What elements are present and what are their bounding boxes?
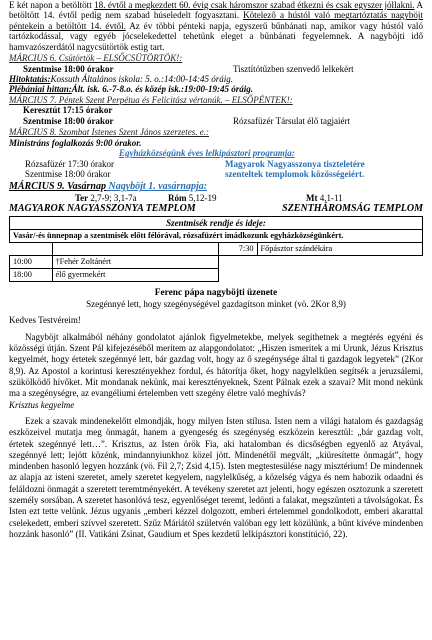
- info-line: [9, 84, 423, 94]
- ministrant-line: Ministráns foglalkozás 9:00 órakor.: [9, 137, 142, 148]
- schedule-time: 10:00: [10, 256, 53, 269]
- mass-schedule-table: [9, 216, 423, 282]
- intro-text-c: Az év többi pénteki napja, egyszerű bűnbánati nap, amikor vagy hústól való tartózkodással, vagy egyéb jócselekedettel tehetünk eleget a bűnbánati fegyelemnek. A nagyböjti idő hamvazószerdától nagycsütörtök estig tart.: [9, 20, 423, 52]
- program-row: [9, 169, 423, 179]
- reading-label: Róm: [168, 192, 187, 203]
- day-heading: MÁRCIUS 8. Szombat Istenes Szent János szerzetes. e.:: [9, 127, 209, 138]
- church-names-row: [9, 203, 423, 214]
- schedule-note: Vasár/-és ünnepnap a szentmisék előtt félórával, rózsafüzért imádkozunk egyházközségünkért.: [10, 230, 423, 243]
- info-label: Plébániai hittan:: [9, 84, 72, 95]
- article-title: Ferenc pápa nagyböjti üzenete: [154, 288, 278, 299]
- article-paragraph: Nagyböjt alkalmából néhány gondolatot ajánlok figyelmetekbe, melyek segíthetnek a megtérés egyéni és közösségi útján. Szent Pál kifejezéséből merítem az alapgondolatot: „Hiszen ismeritek a mi Urunk, Jézus Krisztus kegyelmét, hogy értetek szegénnyé lett, bár gazdag volt, hogy az ő szegénysége által ti gazdagok legyetek” (2Kor 8,9). Az Apostol a korintusi keresztényekhez fordul, és hátorítja őket, hogy nagylelkűen segítsék a jeruzsálemi, szükölködő hívőket. Mit mondanak nekünk, mai keresztényeknek, Szent Pálnak ezek a szavai? Mit mond nekünk ma a szegénységre, az evangéliumi értelemben vett szegény életre való meghívás?: [9, 331, 423, 399]
- table-row: [10, 256, 423, 269]
- program-intention: szenteltek templomok közösségeiért.: [225, 169, 365, 180]
- program-row: [9, 159, 423, 169]
- article-paragraph: Ezek a szavak mindenekelőtt elmondják, hogy milyen Isten stílusa. Isten nem a világi hatalom és gazdagság eszközeivel mutatja meg önmagát, hanem a gyengeség és szegénység eszközein keresztül: „bár gazdag volt, értetek szegénnyé lett…”. Krisztus, az Isten örök Fia, aki hatalomban és dicsőségben egyenlő az Atyával, szegénnyé lett; lejött közénk, mindannyiunkhoz közel jött. Mindenétől megvált, „kiüresítette önmagát”, hogy mindenben hasonló legyen hozzánk (vö. Fil 2,7; Zsid 4,15). Isten megtestesülése nagy misztérium! De mindennek az alapja az isteni szeretet, amely szeretet kegyelem, nagylelkűség, a közelség vágya és nem habozik odaadni és feláldozni önmagát a szeretett teremtményekért. A tevékeny szeretet azt jelenti, hogy egészen osztozunk a szeretett személy sorsában. A szeretet hasonlóvá tesz, egyenlőséget teremt, ledönti a falakat, megszünteti a távolságokat. És Isten ezt tette velünk. Jézus ugyanis „emberi kézzel dolgozott, emberi értelemmel gondolkodott, emberi akarattal cselekedett, emberi szívvel szeretett. Szűz Máriától születvén valóban egy lett közülünk, a bűnt kivéve mindenben hozzánk hasonló” (II. Vatikáni Zsinat, Gaudium et Spes kezdetű lelkipásztori konstitúció, 22).: [9, 415, 423, 539]
- day-saturday: [9, 127, 423, 179]
- info-label: Hitoktatás:: [9, 74, 51, 85]
- day-thursday: [9, 53, 423, 95]
- intro-underlined-a: 18. évtől a megkezdett 60. évig csak háromszor szabad étkezni és csak egyszer jóllakni.: [94, 0, 415, 10]
- mass-row: [9, 116, 423, 126]
- church-right: SZENTHÁROMSÁG TEMPLOM: [282, 203, 423, 215]
- schedule-title: Szentmisék rendje és ideje:: [10, 217, 423, 230]
- table-row: [10, 269, 423, 282]
- mass-intention: Tisztítótűzben szenvedő lelkekért: [233, 63, 354, 74]
- article-subtitle: Szegénnyé lett, hogy szegénységével gazdagítson minket (vö. 2Kor 8,9): [86, 299, 346, 310]
- reading-ref: 2,7-9; 3,1-7a: [88, 192, 137, 203]
- program-time: Szentmise 18:00 órakor: [25, 169, 111, 180]
- pope-message-article: [9, 288, 423, 540]
- program-intention: Magyarok Nagyasszonya tiszteletére: [225, 158, 365, 169]
- event-time: Keresztút 17:15 órakor: [23, 105, 113, 116]
- mass-intention: Rózsafüzér Társulat élő tagjaiért: [233, 115, 351, 126]
- intro-text-b: A betöltött 14. évtől pedig nem szabad húseledelt fogyasztani.: [9, 0, 423, 21]
- program-title: Egyházközségünk éves lelkipásztori programja:: [119, 148, 295, 159]
- schedule-time: 7:30: [218, 243, 257, 256]
- reading-label: Ter: [75, 192, 89, 203]
- reading-ref: 4,1-11: [317, 192, 343, 203]
- church-left: MAGYAROK NAGYASSZONYA TEMPLOM: [9, 203, 196, 215]
- mass-time: Szentmise 18:00 órakor: [23, 63, 114, 74]
- schedule-intention: Főpásztor szándékára: [257, 243, 423, 256]
- info-line: [9, 74, 423, 84]
- mass-row: [9, 105, 423, 115]
- table-row: [10, 243, 423, 256]
- readings-row: [9, 193, 423, 203]
- info-text: Ált. isk. 6.-7-8.o. és közép isk.:19:00-19:45 óráig.: [71, 84, 254, 95]
- bulletin-page: [9, 0, 423, 540]
- day-sunday: [9, 181, 423, 214]
- fasting-rules-paragraph: [9, 0, 423, 52]
- day-heading: MÁRCIUS 6. Csütörtök – ELSŐCSÜTÖRTÖK!:: [9, 53, 183, 64]
- intro-text-a: E két napon a betöltött: [9, 0, 95, 10]
- schedule-intention: †Fehér Zoltánért: [52, 256, 218, 269]
- program-time: Rózsafüzér 17:30 órakor: [25, 158, 114, 169]
- day-heading: MÁRCIUS 7. Péntek Szent Perpétua és Felicitász vértanúk. – ELSŐPÉNTEK!:: [9, 94, 293, 105]
- day-friday: [9, 95, 423, 126]
- reading-label: Mt: [306, 192, 318, 203]
- article-greeting: Kedves Testvéreim!: [9, 314, 81, 325]
- mass-row: [9, 64, 423, 74]
- reading-ref: 5,12-19: [186, 192, 217, 203]
- schedule-intention: élő gyermekért: [52, 269, 218, 282]
- info-text: Kossuth Általános iskola: 5. o.:14:00-14:45 óráig.: [50, 74, 234, 85]
- intro-underlined-b: Kötelező a hústól való megtartóztatás nagyböjt péntekein a betöltött 14. évtől.: [9, 10, 423, 31]
- sunday-heading: MÁRCIUS 9. Vasárnap Nagyböjt 1. vasárnapja:: [9, 181, 208, 193]
- article-section-title: Krisztus kegyelme: [9, 399, 75, 410]
- mass-time: Szentmise 18:00 órakor: [23, 115, 114, 126]
- schedule-time: 18:00: [10, 269, 53, 282]
